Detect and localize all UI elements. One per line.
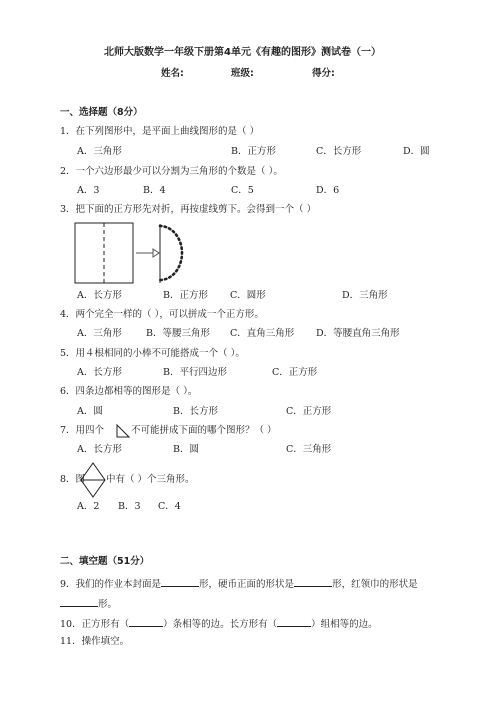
- dotted-semicircle: [160, 226, 182, 280]
- q9-text-3: 形，红领巾的形状是: [332, 579, 418, 590]
- q9-blank-2[interactable]: [294, 577, 332, 587]
- arrow-head: [153, 249, 159, 257]
- q10-blank-2[interactable]: [277, 617, 311, 627]
- q3-option-a: A．长方形: [77, 290, 122, 301]
- section1-heading: 一、选择题（8分）: [60, 107, 143, 118]
- q7-stem-post: 不可能拼成下面的哪个图形？（ ）: [131, 425, 277, 436]
- q11-stem: 11．操作填空。: [60, 636, 130, 647]
- score-label: 得分:: [312, 68, 335, 79]
- q8-option-c: C．4: [158, 501, 181, 512]
- q1-option-b: B．正方形: [231, 146, 276, 157]
- q8-option-a: A．2: [77, 501, 100, 512]
- q9-blank-3[interactable]: [60, 597, 98, 607]
- q4-option-a: A．三角形: [77, 328, 122, 339]
- q3-fold-figure: [74, 222, 186, 286]
- q3-option-b: B．正方形: [163, 290, 208, 301]
- q9-line1: [60, 577, 418, 591]
- q8-stem-post: 中有（ ）个三角形。: [106, 474, 195, 485]
- q10-text-3: ）组相等的边。: [311, 619, 378, 630]
- q4-option-d: D．等腰直角三角形: [316, 328, 400, 339]
- q6-stem: 6．四条边都相等的图形是（ ）。: [60, 386, 198, 397]
- q8-option-b: B．3: [118, 501, 141, 512]
- q1-option-d: D．圆: [403, 146, 430, 157]
- q8-stem-pre: 8．图: [60, 474, 86, 485]
- q9-text-1: 9．我们的作业本封面是: [60, 579, 162, 590]
- q9-blank-1[interactable]: [161, 577, 199, 587]
- q5-option-a: A．长方形: [77, 367, 122, 378]
- class-label: 班级:: [231, 68, 254, 79]
- q7-option-b: B．圆: [173, 444, 199, 455]
- q2-option-b: B．4: [143, 185, 166, 196]
- q3-option-c: C．圆形: [230, 290, 266, 301]
- q7-option-c: C．三角形: [286, 444, 332, 455]
- q2-option-a: A．3: [77, 185, 100, 196]
- q6-option-a: A．圆: [77, 406, 103, 417]
- q8-diamond-figure: [80, 462, 106, 498]
- q7-stem-pre: 7．用四个: [60, 425, 105, 436]
- q7-triangle-icon: [116, 424, 130, 438]
- name-label: 姓名:: [161, 68, 184, 79]
- q5-option-b: B．平行四边形: [163, 367, 227, 378]
- q5-stem: 5．用４根相同的小棒不可能搭成一个（ ）。: [60, 348, 245, 359]
- q1-option-c: C．长方形: [316, 146, 362, 157]
- q4-option-b: B．等腰三角形: [146, 328, 210, 339]
- q9-line2: [60, 597, 117, 611]
- q9-text-2: 形，硬币正面的形状是: [199, 579, 295, 590]
- q3-option-d: D．三角形: [342, 290, 388, 301]
- q9-text-4: 形。: [98, 599, 118, 610]
- q2-stem: 2．一个六边形最少可以分割为三角形的个数是（ ）。: [60, 166, 283, 177]
- page-title: 北师大版数学一年级下册第4单元《有趣的图形》测试卷（一）: [104, 47, 381, 58]
- q10-text-2: ）条相等的边。长方形有（: [163, 619, 278, 630]
- q10-text-1: 10．正方形有（: [60, 619, 130, 630]
- q4-stem: 4．两个完全一样的（ ），可以拼成一个正方形。: [60, 309, 264, 320]
- q7-option-a: A．长方形: [77, 444, 122, 455]
- q1-stem: 1．在下列图形中，是平面上曲线图形的是（ ）: [60, 126, 260, 137]
- q2-option-c: C．5: [231, 185, 254, 196]
- q4-option-c: C．直角三角形: [230, 328, 295, 339]
- q2-option-d: D．6: [316, 185, 340, 196]
- q5-option-c: C．正方形: [272, 367, 318, 378]
- q1-option-a: A．三角形: [77, 146, 122, 157]
- q10-blank-1[interactable]: [129, 617, 163, 627]
- section2-heading: 二、填空题（51分）: [60, 556, 150, 567]
- q10-line: [60, 617, 378, 631]
- q3-stem: 3．把下面的正方形先对折，再按虚线剪下。会得到一个（ ）: [60, 204, 317, 215]
- q6-option-b: B．长方形: [173, 406, 218, 417]
- q6-option-c: C．正方形: [286, 406, 332, 417]
